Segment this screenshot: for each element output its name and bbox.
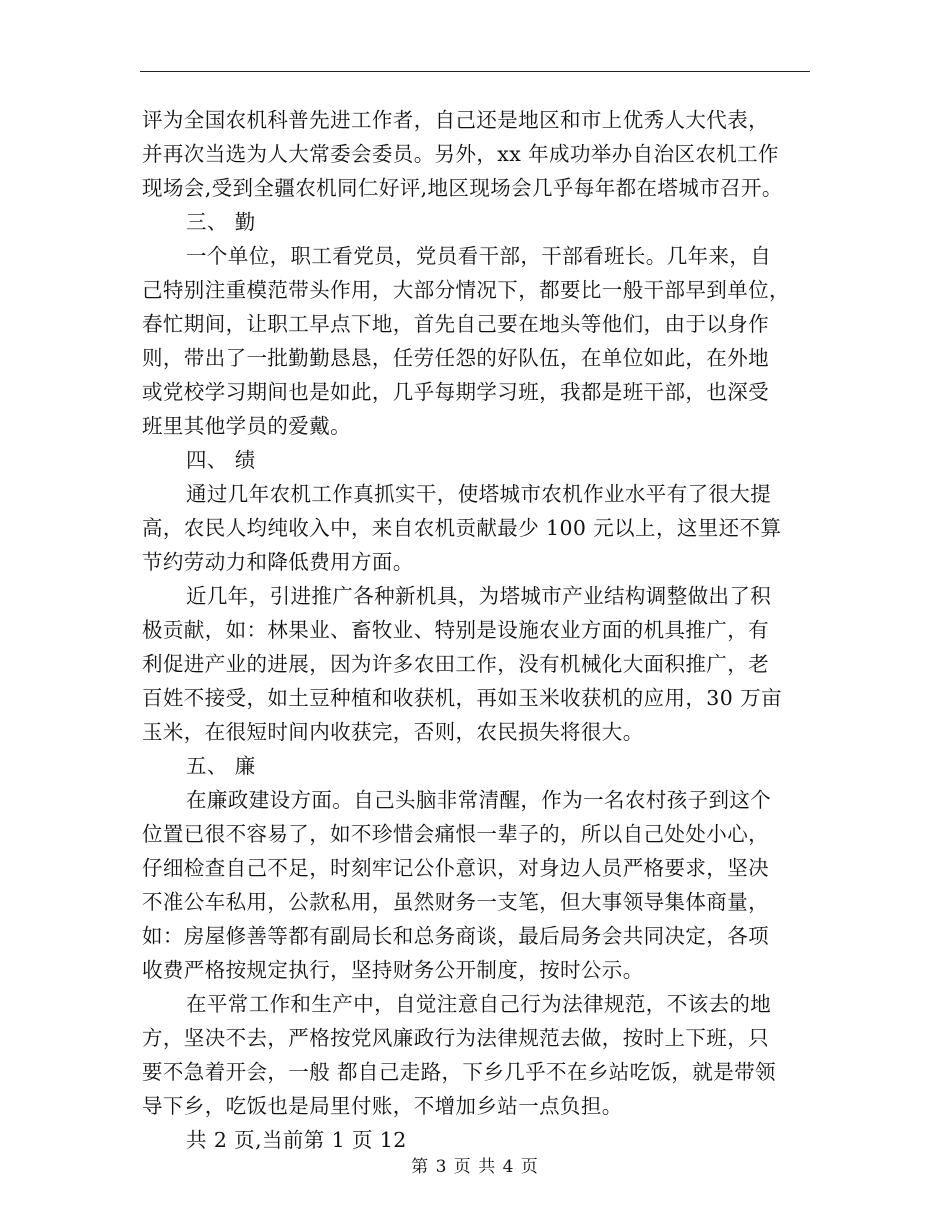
body-line: 在廉政建设方面。自己头脑非常清醒，作为一名农村孩子到这个 [186,788,772,812]
body-line: 班里其他学员的爱戴。 [142,414,351,438]
section-heading-diligence: 三、 勤 [186,210,256,234]
body-line: 评为全国农机科普先进工作者，自己还是地区和市上优秀人大代表， [142,108,769,132]
section-heading-achievement: 四、 绩 [186,448,256,472]
body-line: 近几年，引进推广各种新机具，为塔城市产业结构调整做出了积 [186,584,772,608]
body-line: 导下乡，吃饭也是局里付账，不增加乡站一点负担。 [142,1094,623,1118]
body-line: 一个单位，职工看党员，党员看干部，干部看班长。几年来，自 [186,244,772,268]
body-line: 在平常工作和生产中，自觉注意自己行为法律规范，不该去的地 [186,992,772,1016]
body-line: 如：房屋修善等都有副局长和总务商谈，最后局务会共同决定，各项 [142,924,769,948]
body-line: 仔细检查自己不足，时刻牢记公仆意识，对身边人员严格要求，坚决 [142,856,769,880]
body-line: 春忙期间，让职工早点下地，首先自己要在地头等他们，由于以身作 [142,312,769,336]
body-line: 现场会,受到全疆农机同仁好评,地区现场会几乎每年都在塔城市召开。 [142,176,783,200]
body-line: 不准公车私用，公款私用，虽然财务一支笔，但大事领导集体商量， [142,890,769,914]
body-line: 通过几年农机工作真抓实干，使塔城市农机作业水平有了很大提 [186,482,772,506]
document-body [142,103,814,1157]
body-line: 方，坚决不去，严格按党风廉政行为法律规范去做，按时上下班，只 [142,1026,769,1050]
body-line: 要不急着开会，一般 都自己走路，下乡几乎不在乡站吃饭，就是带领 [142,1060,776,1084]
body-line: 则，带出了一批勤勤恳恳，任劳任怨的好队伍，在单位如此，在外地 [142,346,769,370]
body-line: 节约劳动力和降低费用方面。 [142,550,414,574]
body-line: 位置已很不容易了，如不珍惜会痛恨一辈子的，所以自己处处小心， [142,822,769,846]
body-line: 利促进产业的进展，因为许多农田工作，没有机械化大面积推广，老 [142,652,769,676]
body-line: 或党校学习期间也是如此，几乎每期学习班，我都是班干部，也深受 [142,380,769,404]
body-line: 百姓不接受，如土豆种植和收获机，再如玉米收获机的应用，30 万亩 [142,686,782,710]
page-count-note: 共 2 页,当前第 1 页 12 [186,1128,407,1152]
section-heading-integrity: 五、 廉 [186,754,256,778]
body-line: 高，农民人均纯收入中，来自农机贡献最少 100 元以上，这里还不算 [142,516,782,540]
body-line: 玉米，在很短时间内收获完，否则，农民损失将很大。 [142,720,644,744]
body-line: 收费严格按规定执行，坚持财务公开制度，按时公示。 [142,958,644,982]
page-footer: 第 3 页 共 4 页 [411,1157,539,1177]
header-divider [140,71,810,72]
body-line: 己特别注重模范带头作用，大部分情况下，都要比一般干部早到单位， [142,278,790,302]
body-line: 极贡献，如：林果业、畜牧业、特别是设施农业方面的机具推广，有 [142,618,769,642]
body-line: 并再次当选为人大常委会委员。另外，xx 年成功举办自治区农机工作 [142,142,779,166]
